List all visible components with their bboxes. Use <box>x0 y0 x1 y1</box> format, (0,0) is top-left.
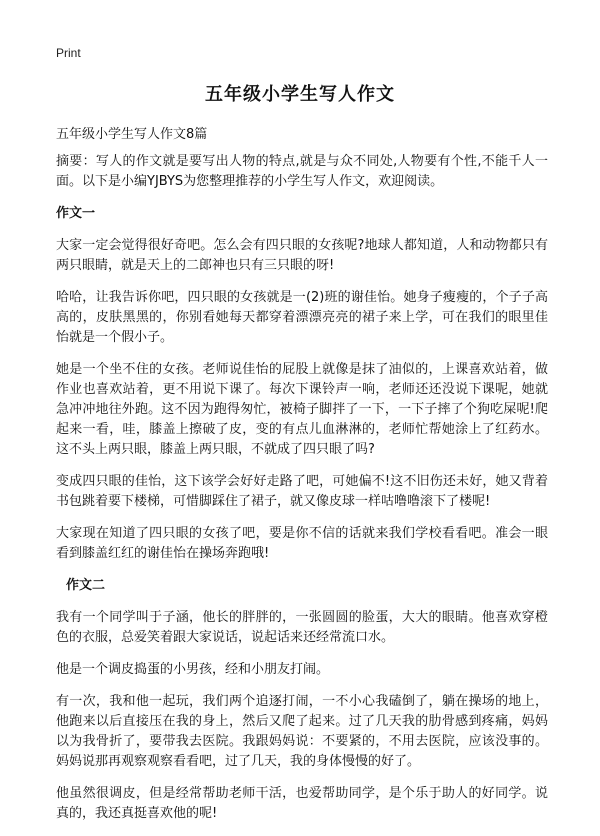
article-body <box>56 152 548 836</box>
essay2-heading: 作文二 <box>66 578 106 593</box>
essay1-paragraph: 哈哈，让我告诉你吧，四只眼的女孩就是一(2)班的谢佳怡。她身子瘦瘦的，个子子高高的，皮肤黑黑的，你别看她每天都穿着漂漂亮亮的裙子来上学，可在我们的眼里佳怡就是一个假小子。 <box>56 290 548 345</box>
article-subtitle: 五年级小学生写人作文8篇 <box>56 127 208 142</box>
essay1-heading: 作文一 <box>56 206 96 221</box>
essay2-paragraph: 我有一个同学叫于子涵，他长的胖胖的，一张圆圆的脸蛋，大大的眼睛。他喜欢穿橙色的衣服，总爱笑着跟大家说话，说起话来还经常流口水。 <box>56 610 548 645</box>
essay2-paragraph: 他虽然很调皮，但是经常帮助老师干活，也爱帮助同学，是个乐于助人的好同学。说真的，我还真挺喜欢他的呢! <box>56 786 548 821</box>
essay2-paragraph: 有一次，我和他一起玩，我们两个追逐打闹，一不小心我磕倒了，躺在操场的地上，他跑来以后直接压在我的身上，然后又爬了起来。过了几天我的肋骨感到疼痛，妈妈以为我骨折了，要带我去医院。我跟妈妈说：不要紧的，不用去医院，应该没事的。妈妈说那再观察观察看看吧，过了几天，我的身体慢慢的好了。 <box>56 694 548 769</box>
essay1-paragraph: 大家现在知道了四只眼的女孩了吧，要是你不信的话就来我们学校看看吧。准会一眼看到膝盖红红的谢佳怡在操场奔跑哦! <box>56 526 548 561</box>
print-link[interactable]: Print <box>56 46 81 60</box>
page-title: 五年级小学生写人作文 <box>205 84 395 105</box>
essay1-paragraph: 大家一定会觉得很好奇吧。怎么会有四只眼的女孩呢?地球人都知道，人和动物都只有两只眼睛，就是天上的二郎神也只有三只眼的呀! <box>56 238 548 273</box>
essay1-paragraph: 变成四只眼的佳怡，这下该学会好好走路了吧，可她偏不!这不旧伤还未好，她又背着书包跳着要下楼梯，可惜脚踩住了裙子，就又像皮球一样咕噜噜滚下了楼呢! <box>56 474 548 509</box>
essay2-paragraph: 他是一个调皮捣蛋的小男孩，经和小朋友打闹。 <box>56 662 330 677</box>
essay1-paragraph: 她是一个坐不住的女孩。老师说佳怡的屁股上就像是抹了油似的，上课喜欢站着，做作业也喜欢站着，更不用说下课了。每次下课铃声一响，老师还还没说下课呢，她就急冲冲地往外跑。这不因为跑得匆忙，被椅子脚拌了一下，一下子摔了个狗吃屎呢!爬起来一看，哇，膝盖上擦破了皮，变的有点儿血淋淋的，老师忙帮她涂上了红药水。这不头上两只眼，膝盖上两只眼，不就成了四只眼了吗? <box>56 362 548 457</box>
summary-paragraph: 摘要：写人的作文就是要写出人物的特点,就是与众不同处,人物要有个性,不能千人一面。以下是小编YJBYS为您整理推荐的小学生写人作文，欢迎阅读。 <box>56 154 548 189</box>
